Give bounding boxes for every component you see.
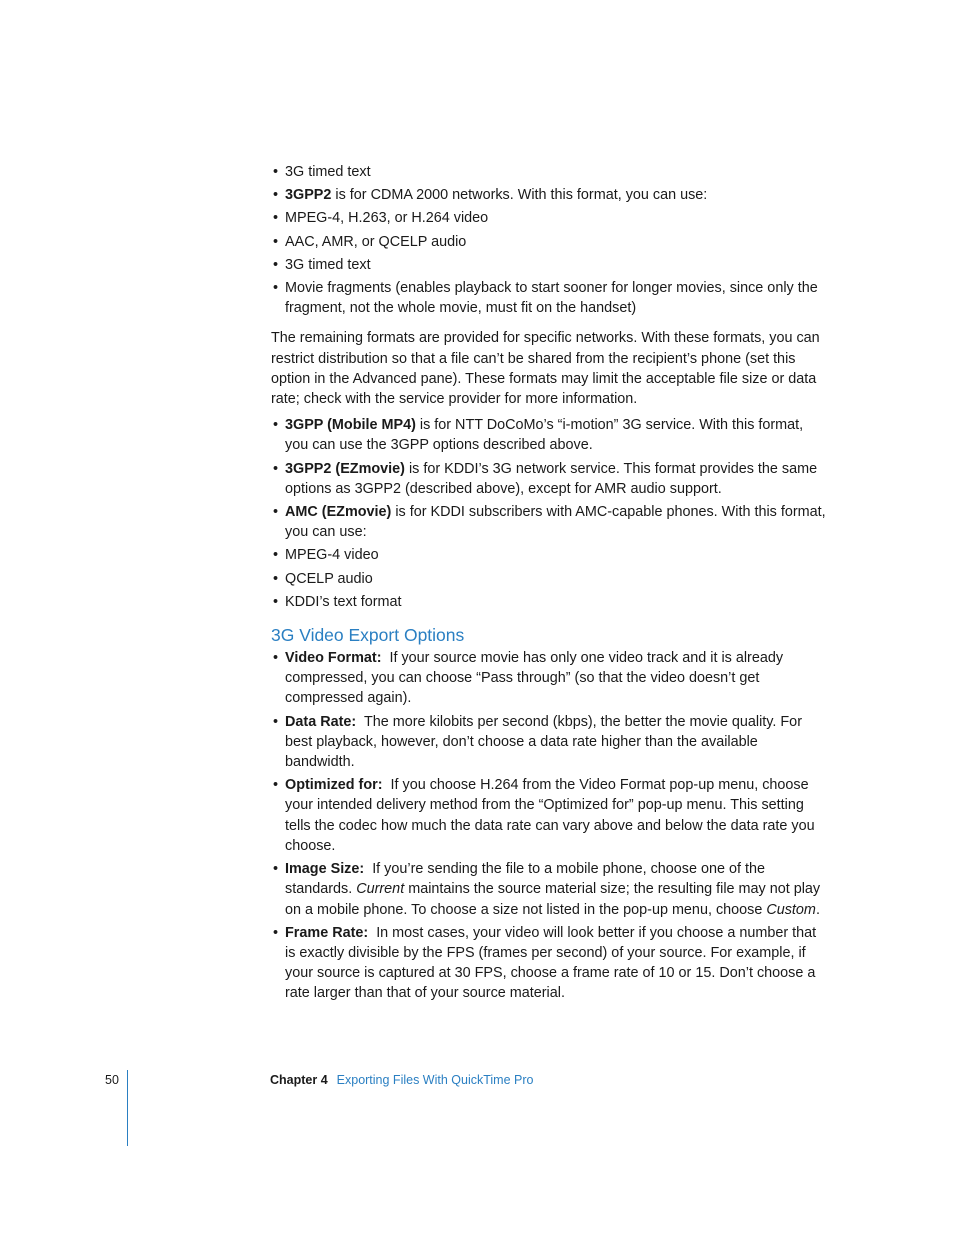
list-item: • KDDI’s text format xyxy=(271,592,827,612)
list-item: • MPEG-4, H.263, or H.264 video xyxy=(271,208,827,228)
option-label: Frame Rate: xyxy=(285,924,369,941)
list-item: • 3G timed text xyxy=(271,162,827,182)
option-optimized-for: • Optimized for: If you choose H.264 from the Video Format pop-up menu, choose your intended delivery method from the “Optimized for” pop-up menu. This setting tells the codec how much the data rate can vary above and below the data rate you choose. xyxy=(271,775,827,856)
page-content xyxy=(271,162,827,1007)
section-heading: 3G Video Export Options xyxy=(271,625,465,646)
chapter-footer xyxy=(270,1073,533,1087)
term: 3GPP2 (EZmovie) xyxy=(285,460,405,477)
list-item: • Movie fragments (enables playback to start sooner for longer movies, since only the fragment, not the whole movie, must fit on the handset) xyxy=(271,278,827,318)
option-label: Data Rate: xyxy=(285,713,357,730)
chapter-title: Exporting Files With QuickTime Pro xyxy=(336,1073,534,1087)
term: 3GPP2 xyxy=(285,187,332,204)
page-number: 50 xyxy=(105,1073,119,1087)
term: AMC (EZmovie) xyxy=(285,504,392,521)
option-label: Optimized for: xyxy=(285,777,383,794)
list-item: • AAC, AMR, or QCELP audio xyxy=(271,232,827,252)
option-video-format: • Video Format: If your source movie has only one video track and it is already compressed, you can choose “Pass through” (so that the video doesn’t get compressed again). xyxy=(271,648,827,709)
option-data-rate: • Data Rate: The more kilobits per second (kbps), the better the movie quality. For best playback, however, don’t choose a data rate higher than the available bandwidth. xyxy=(271,712,827,773)
option-image-size: • Image Size: If you’re sending the file to a mobile phone, choose one of the standards. Current maintains the source material size; the resulting file may not play on a mobile phone. To choose a size not listed in the pop-up menu, choose Custom. xyxy=(271,859,827,920)
list-item: • 3GPP2 (EZmovie) is for KDDI’s 3G network service. This format provides the same options as 3GPP2 (described above), except for AMR audio support. xyxy=(271,459,827,499)
options-list xyxy=(271,648,827,1003)
list-item: • AMC (EZmovie) is for KDDI subscribers with AMC-capable phones. With this format, you can use: xyxy=(271,502,827,542)
footer-divider xyxy=(127,1070,128,1146)
option-label: Image Size: xyxy=(285,861,365,878)
body-paragraph: The remaining formats are provided for specific networks. With these formats, you can restrict distribution so that a file can’t be shared from the recipient’s phone (set this option in the Advanced pane). These formats may limit the acceptable file size or data rate; check with the service provider for more information. xyxy=(271,330,820,408)
format-list-2 xyxy=(271,415,827,612)
option-frame-rate: • Frame Rate: In most cases, your video will look better if you choose a number that is exactly divisible by the FPS (frames per second) of your source. For example, if your source is captured at 30 FPS, choose a frame rate of 10 or 15. Don’t choose a rate larger than that of your source material. xyxy=(271,923,827,1004)
list-item: • MPEG-4 video xyxy=(271,545,827,565)
term: 3GPP (Mobile MP4) xyxy=(285,417,416,434)
list-item: • 3GPP2 is for CDMA 2000 networks. With this format, you can use: xyxy=(271,185,827,205)
option-label: Video Format: xyxy=(285,650,382,667)
list-item: • 3GPP (Mobile MP4) is for NTT DoCoMo’s “i-motion” 3G service. With this format, you can use the 3GPP options described above. xyxy=(271,415,827,455)
chapter-label: Chapter 4 xyxy=(270,1073,328,1087)
list-item: • 3G timed text xyxy=(271,255,827,275)
list-item: • QCELP audio xyxy=(271,569,827,589)
format-list-1 xyxy=(271,162,827,318)
